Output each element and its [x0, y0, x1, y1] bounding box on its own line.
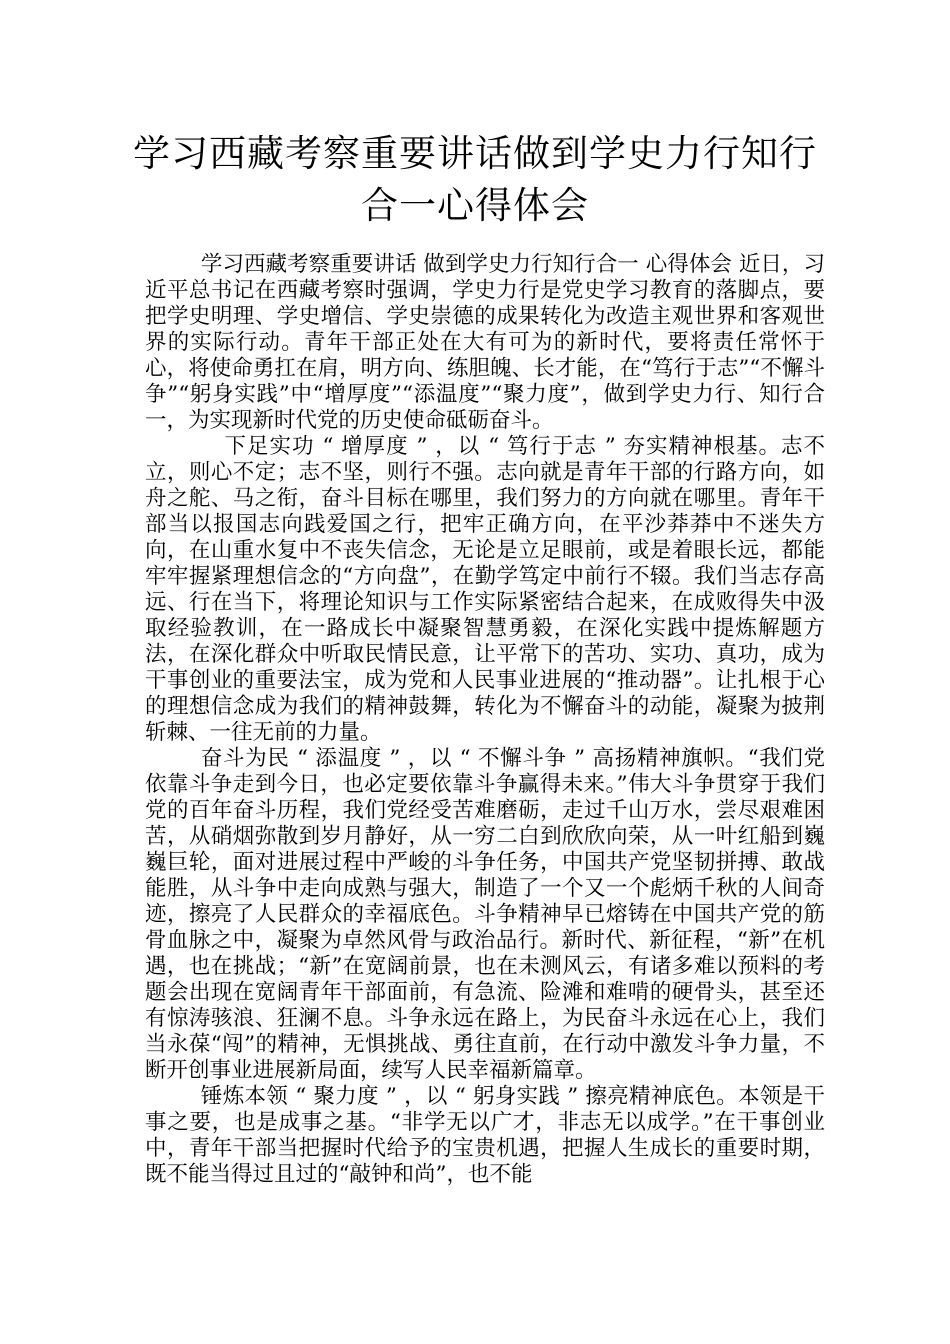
title-line-1: 学习西藏考察重要讲话做到学史力行知行	[133, 132, 817, 175]
paragraph-section-2: 奋斗为民 “ 添温度 ” ，以 “ 不懈斗争 ” 高扬精神旗帜。“我们党依靠斗争走到今日，也必定要依靠斗争赢得未来。”伟大斗争贯穿于我们党的百年奋斗历程，我们党经受苦难磨砺，走过千山万水，尝尽艰难困苦，从硝烟弥散到岁月静好，从一穷二白到欣欣向荣，从一叶红船到巍巍巨轮，面对进展过程中严峻的斗争任务，中国共产党坚韧拼搏、敢战能胜，从斗争中走向成熟与强大，制造了一个又一个彪炳千秋的人间奇迹，擦亮了人民群众的幸福底色。斗争精神早已熔铸在中国共产党的筋骨血脉之中，凝聚为卓然风骨与政治品行。新时代、新征程，“新”在机遇，也在挑战；“新”在宽阔前景，也在未测风云，有诸多难以预料的考题会出现在宽阔青年干部面前，有急流、险滩和难啃的硬骨头，甚至还有惊涛骇浪、狂澜不息。斗争永远在路上，为民奋斗永远在心上，我们当永葆“闯”的精神，无惧挑战、勇往直前，在行动中激发斗争力量，不断开创事业进展新局面，续写人民幸福新篇章。	[145, 746, 825, 1083]
paragraph-section-3: 锤炼本领 “ 聚力度 ” ，以 “ 躬身实践 ” 擦亮精神底色。本领是干事之要，也是成事之基。“非学无以广才，非志无以成学。”在干事创业中，青年干部当把握时代给予的宝贵机遇，把握人生成长的重要时期，既不能当得过且过的“敲钟和尚”，也不能	[145, 1084, 825, 1187]
title-line-2: 合一心得体会	[361, 184, 589, 227]
document-body	[145, 252, 825, 1188]
paragraph-intro: 学习西藏考察重要讲话 做到学史力行知行合一 心得体会 近日，习近平总书记在西藏考察时强调，学史力行是党史学习教育的落脚点，要把学史明理、学史增信、学史崇德的成果转化为改造主观世界和客观世界的实际行动。青年干部正处在大有可为的新时代，要将责任常怀于心，将使命勇扛在肩，明方向、练胆魄、长才能，在“笃行于志”“不懈斗争”“躬身实践”中“增厚度”“添温度”“聚力度”，做到学史力行、知行合一，为实现新时代党的历史使命砥砺奋斗。	[145, 252, 825, 433]
document-title	[100, 128, 850, 232]
paragraph-section-1: 下足实功 “ 增厚度 ” ，以 “ 笃行于志 ” 夯实精神根基。志不立，则心不定；志不坚，则行不强。志向就是青年干部的行路方向，如舟之舵、马之衔，奋斗目标在哪里，我们努力的方向就在哪里。青年干部当以报国志向践爱国之行，把牢正确方向，在平沙莽莽中不迷失方向，在山重水复中不丧失信念，无论是立足眼前，或是着眼长远，都能牢牢握紧理想信念的“方向盘”，在勤学笃定中前行不辍。我们当志存高远、行在当下，将理论知识与工作实际紧密结合起来，在成败得失中汲取经验教训，在一路成长中凝聚智慧勇毅，在深化实践中提炼解题方法，在深化群众中听取民情民意，让平常下的苦功、实功、真功，成为干事创业的重要法宝，成为党和人民事业进展的“推动器”。让扎根于心的理想信念成为我们的精神鼓舞，转化为不懈奋斗的动能，凝聚为披荆斩棘、一往无前的力量。	[145, 434, 825, 745]
